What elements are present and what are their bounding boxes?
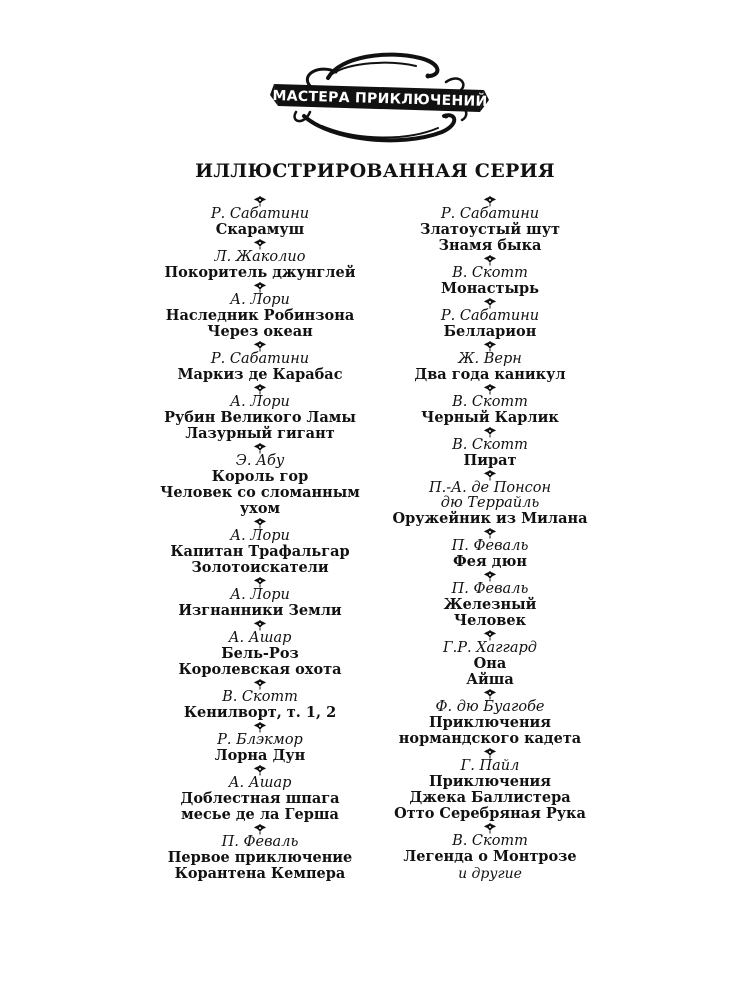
book-author: А. Лори <box>230 292 290 308</box>
series-logo-text: МАСТЕРА ПРИКЛЮЧЕНИЙ <box>272 88 488 110</box>
book-title: Отто Серебряная Рука <box>394 805 586 822</box>
book-entry <box>325 195 655 254</box>
book-entry <box>325 629 655 688</box>
book-title: Белларион <box>443 323 537 340</box>
book-author: В. Скотт <box>452 437 528 453</box>
book-author: П.-А. де Понсон <box>428 480 552 496</box>
book-title: нормандского кадета <box>398 730 582 747</box>
book-title: Человек со сломанным <box>160 484 360 501</box>
book-title: Бель-Роз <box>221 645 299 662</box>
book-author: П. Феваль <box>451 581 529 597</box>
book-title: Человек <box>453 612 527 629</box>
book-title: Наследник Робинзона <box>165 307 355 324</box>
book-author: Р. Сабатини <box>440 206 540 222</box>
book-author: Р. Сабатини <box>440 308 540 324</box>
book-author: Г. Пайл <box>460 758 520 774</box>
book-title: Кенилворт, т. 1, 2 <box>183 704 337 721</box>
book-title: Маркиз де Карабас <box>177 366 343 383</box>
book-title: Приключения <box>428 714 552 731</box>
book-entry <box>325 570 655 629</box>
series-logo <box>270 42 490 154</box>
book-author: А. Лори <box>230 394 290 410</box>
book-author: Р. Блэкмор <box>217 732 303 748</box>
book-title: Фея дюн <box>453 553 527 570</box>
book-author: дю Террайль <box>440 495 540 511</box>
book-title: Лорна Дун <box>214 747 306 764</box>
book-title: Доблестная шпага <box>180 790 340 807</box>
book-author: В. Скотт <box>452 265 528 281</box>
book-entry <box>325 527 655 570</box>
book-author: Э. Абу <box>235 453 285 469</box>
book-author: В. Скотт <box>452 833 528 849</box>
book-title: Черный Карлик <box>421 409 559 426</box>
book-title: Айша <box>466 671 514 688</box>
book-title: ухом <box>239 500 281 517</box>
book-entry <box>325 747 655 822</box>
book-author: В. Скотт <box>452 394 528 410</box>
book-entry <box>325 822 655 865</box>
book-author: А. Ашар <box>228 775 292 791</box>
book-title: месье де ла Герша <box>181 806 339 823</box>
book-author: Г.Р. Хаггард <box>443 640 537 656</box>
book-entry <box>325 383 655 426</box>
book-author: П. Феваль <box>451 538 529 554</box>
book-title: Два года каникул <box>414 366 566 383</box>
book-title: Легенда о Монтрозе <box>403 848 577 865</box>
series-title: ИЛЛЮСТРИРОВАННАЯ СЕРИЯ <box>195 160 555 182</box>
book-title: Корантена Кемпера <box>174 865 346 882</box>
book-title: Капитан Трафальгар <box>170 543 350 560</box>
book-title: Рубин Великого Ламы <box>164 409 356 426</box>
book-author: Р. Сабатини <box>210 351 310 367</box>
book-title: Первое приключение <box>167 849 353 866</box>
book-title: Джека Баллистера <box>409 789 571 806</box>
book-title: Изгнанники Земли <box>178 602 342 619</box>
book-title: Монастырь <box>440 280 540 297</box>
right-column <box>325 195 655 883</box>
book-entry <box>325 340 655 383</box>
book-title: Она <box>473 655 507 672</box>
book-author: А. Лори <box>230 528 290 544</box>
book-title: Король гор <box>211 468 309 485</box>
book-entry <box>325 254 655 297</box>
book-author: А. Лори <box>230 587 290 603</box>
book-author: Ф. дю Буагобе <box>435 699 545 715</box>
book-title: Покоритель джунглей <box>164 264 356 281</box>
book-author: Ж. Верн <box>458 351 522 367</box>
closing-text: и другие <box>458 866 522 882</box>
book-author: А. Ашар <box>228 630 292 646</box>
book-entry <box>325 469 655 527</box>
book-title: Знамя быка <box>438 237 542 254</box>
book-title: Через океан <box>207 323 313 340</box>
book-entry <box>325 297 655 340</box>
book-title: Златоустый шут <box>419 221 560 238</box>
book-title: Скарамуш <box>215 221 305 238</box>
book-title: Королевская охота <box>178 661 342 678</box>
book-entry <box>325 688 655 747</box>
book-title: Железный <box>443 596 537 613</box>
book-entry <box>325 426 655 469</box>
book-author: Р. Сабатини <box>210 206 310 222</box>
book-title: Лазурный гигант <box>185 425 335 442</box>
book-title: Золотоискатели <box>191 559 329 576</box>
series-logo-graphic <box>270 42 490 154</box>
book-title: Оружейник из Милана <box>392 510 588 527</box>
book-title: Пират <box>463 452 517 469</box>
book-author: П. Феваль <box>221 834 299 850</box>
book-author: Л. Жаколио <box>214 249 306 265</box>
book-title: Приключения <box>428 773 552 790</box>
right-column-entries <box>325 195 655 865</box>
book-author: В. Скотт <box>222 689 298 705</box>
